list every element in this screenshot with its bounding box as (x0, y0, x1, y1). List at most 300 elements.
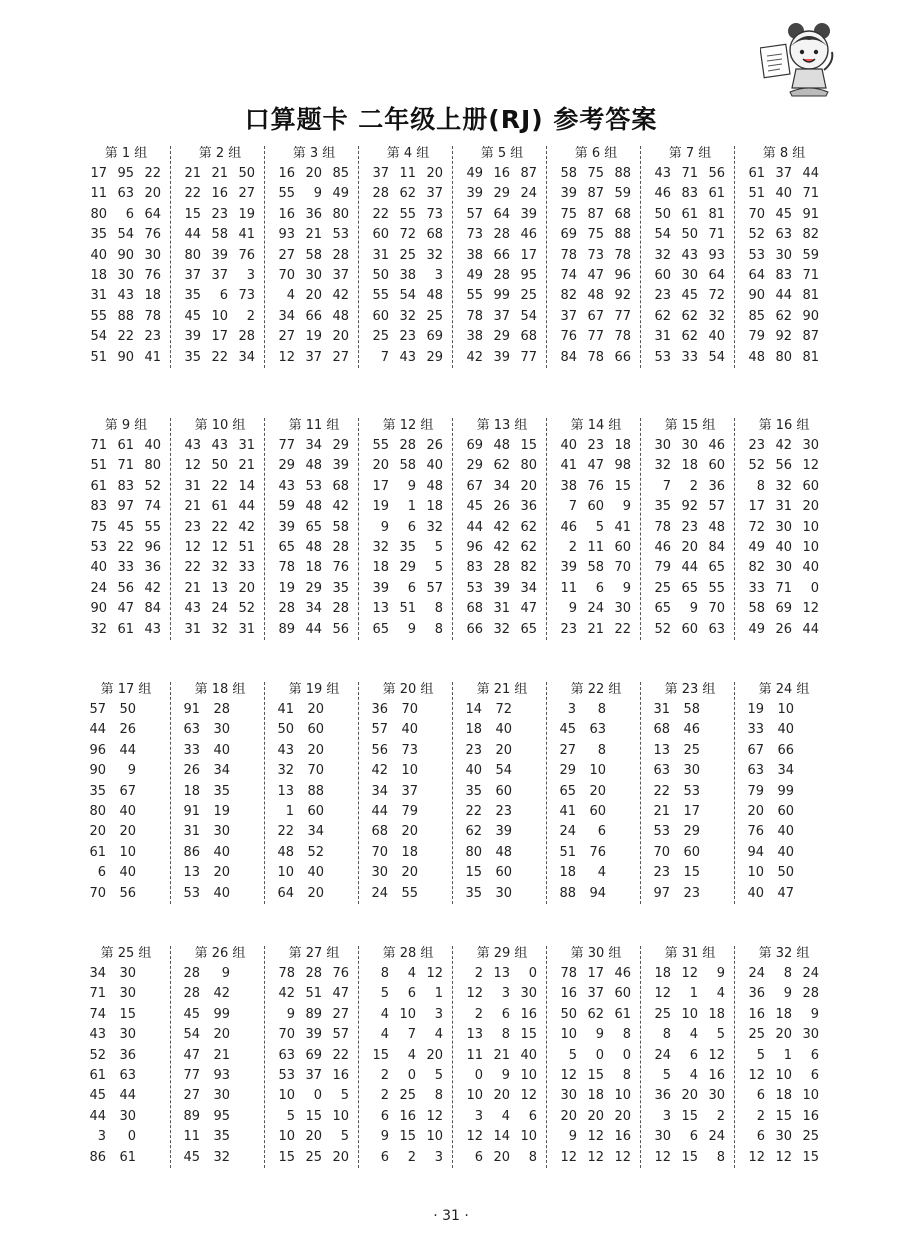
group-title: 第 9 组 (104, 418, 148, 433)
answer-value: 96 (144, 539, 161, 555)
answer-value: 62 (520, 519, 537, 535)
answer-value: 16 (493, 166, 510, 181)
answer-value: 70 (748, 206, 765, 222)
answer-value: 51 (90, 349, 107, 365)
answer-value: 61 (89, 844, 106, 860)
answer-row (456, 1025, 548, 1045)
answer-value: 10 (401, 763, 418, 779)
answer-row (362, 782, 454, 802)
answer-value: 48 (305, 539, 322, 555)
answer-group (644, 416, 736, 640)
answer-value: 62 (681, 329, 698, 345)
answer-value: 31 (90, 288, 107, 304)
answer-value: 37 (493, 308, 510, 324)
answer-value: 2 (380, 1067, 389, 1083)
answer-row (456, 246, 548, 266)
answer-value: 43 (399, 349, 416, 365)
answer-value: 30 (520, 986, 537, 1002)
answer-value: 46 (654, 186, 671, 202)
answer-value: 21 (587, 621, 604, 637)
answer-row (80, 761, 172, 781)
answer-row (174, 477, 266, 497)
answer-value: 84 (708, 539, 725, 555)
answer-row (80, 225, 172, 245)
answer-value: 58 (305, 247, 322, 263)
answer-value: 21 (184, 166, 201, 181)
answer-row (362, 761, 454, 781)
answer-value: 47 (777, 885, 794, 901)
answer-value: 39 (560, 186, 577, 202)
answer-value: 17 (372, 478, 389, 494)
answer-value: 10 (278, 1129, 295, 1145)
group-title: 第 13 组 (476, 418, 528, 433)
answer-value: 10 (614, 1088, 631, 1104)
answer-row (268, 720, 360, 740)
answer-row (550, 1086, 642, 1106)
answer-group (80, 680, 172, 904)
answer-value: 58 (560, 166, 577, 181)
answer-row (174, 436, 266, 456)
answer-value: 63 (747, 763, 764, 779)
answer-value: 16 (614, 1129, 631, 1145)
answer-value: 49 (332, 186, 349, 202)
answer-row (268, 456, 360, 476)
answer-row (644, 286, 736, 306)
answer-value: 57 (332, 1027, 349, 1043)
group-title: 第 29 组 (476, 946, 528, 961)
answer-group (738, 680, 830, 904)
page-title: 口算题卡 二年级上册(RJ) 参考答案 (244, 105, 658, 134)
answer-value: 39 (184, 329, 201, 345)
answer-row (268, 497, 360, 517)
answer-row (456, 477, 548, 497)
answer-row (738, 558, 830, 578)
answer-row (550, 863, 642, 883)
answer-value: 67 (466, 478, 483, 494)
answer-value: 67 (119, 783, 136, 799)
answer-value: 24 (802, 966, 819, 981)
answer-value: 24 (371, 885, 388, 901)
answer-value: 64 (277, 885, 294, 901)
answer-value: 99 (493, 288, 510, 304)
answer-value: 88 (559, 885, 576, 901)
answer-value: 37 (305, 1067, 322, 1083)
answer-value: 29 (399, 560, 416, 576)
answer-value: 76 (747, 824, 764, 840)
answer-value: 90 (748, 288, 765, 304)
answer-value: 27 (278, 329, 295, 345)
answer-row (738, 436, 830, 456)
group-title: 第 12 组 (382, 418, 434, 433)
answer-row (738, 1005, 830, 1025)
answer-value: 9 (595, 1027, 604, 1043)
answer-value: 0 (622, 1047, 631, 1063)
answer-value: 88 (307, 783, 324, 799)
answer-value: 78 (278, 966, 295, 981)
answer-value: 62 (654, 308, 671, 324)
group-title: 第 14 组 (570, 418, 622, 433)
answer-value: 20 (681, 1088, 698, 1104)
answer-value: 15 (681, 1108, 698, 1124)
answer-value: 21 (184, 580, 201, 596)
answer-value: 79 (401, 803, 418, 819)
answer-value: 11 (90, 186, 107, 202)
answer-row (644, 266, 736, 286)
answer-value: 27 (559, 742, 576, 758)
answer-row (644, 348, 736, 368)
answer-value: 19 (747, 702, 764, 717)
answer-value: 8 (783, 966, 792, 981)
answer-value: 32 (211, 621, 228, 637)
answer-value: 4 (407, 1047, 416, 1063)
answer-value: 40 (775, 539, 792, 555)
answer-value: 22 (211, 349, 228, 365)
answer-value: 12 (775, 1149, 792, 1165)
answer-value: 28 (372, 186, 389, 202)
answer-value: 86 (183, 844, 200, 860)
answer-value: 30 (681, 267, 698, 283)
group-title: 第 15 组 (664, 418, 716, 433)
answer-value: 80 (775, 349, 792, 365)
answer-value: 42 (278, 986, 295, 1002)
answer-value: 40 (90, 247, 107, 263)
answer-value: 62 (681, 308, 698, 324)
answer-value: 44 (119, 1088, 136, 1104)
answer-value: 26 (426, 438, 443, 453)
answer-value: 10 (802, 1088, 819, 1104)
answer-value: 12 (184, 539, 201, 555)
answer-value: 82 (748, 560, 765, 576)
answer-value: 53 (183, 885, 200, 901)
answer-value: 30 (119, 986, 136, 1002)
answer-row (174, 307, 266, 327)
answer-value: 16 (278, 206, 295, 222)
answer-value: 25 (802, 1129, 819, 1145)
answer-value: 84 (144, 601, 161, 617)
answer-row (268, 1086, 360, 1106)
answer-value: 16 (748, 1006, 765, 1022)
answer-value: 46 (520, 227, 537, 243)
answer-value: 57 (89, 702, 106, 717)
answer-value: 52 (748, 458, 765, 474)
answer-value: 63 (589, 722, 606, 738)
answer-value: 76 (332, 966, 349, 981)
answer-value: 20 (332, 1149, 349, 1165)
answer-row (174, 348, 266, 368)
answer-row (80, 327, 172, 347)
answer-value: 22 (211, 478, 228, 494)
answer-value: 10 (119, 844, 136, 860)
answer-value: 29 (426, 349, 443, 365)
answer-row (80, 266, 172, 286)
answer-row (362, 700, 454, 720)
answer-value: 44 (89, 722, 106, 738)
answer-value: 54 (708, 349, 725, 365)
answer-row (80, 579, 172, 599)
answer-row (80, 984, 172, 1004)
answer-value: 60 (708, 458, 725, 474)
answer-value: 6 (380, 1108, 389, 1124)
answer-row (268, 843, 360, 863)
answer-value: 15 (372, 1047, 389, 1063)
answer-value: 2 (756, 1108, 765, 1124)
answer-value: 22 (117, 539, 134, 555)
answer-row (268, 164, 360, 184)
answer-value: 33 (117, 560, 134, 576)
answer-value: 30 (775, 519, 792, 535)
answer-row (80, 348, 172, 368)
answer-value: 22 (184, 560, 201, 576)
answer-value: 12 (654, 1149, 671, 1165)
answer-row (644, 1066, 736, 1086)
answer-value: 55 (372, 288, 389, 304)
answer-row (550, 538, 642, 558)
answer-value: 12 (426, 1108, 443, 1124)
answer-value: 11 (587, 539, 604, 555)
answer-value: 78 (466, 308, 483, 324)
answer-value: 46 (654, 539, 671, 555)
answer-value: 41 (559, 803, 576, 819)
answer-row (644, 184, 736, 204)
answer-row (738, 456, 830, 476)
answer-row (80, 843, 172, 863)
answer-value: 9 (221, 966, 230, 981)
answer-value: 15 (587, 1067, 604, 1083)
group-title: 第 24 组 (758, 682, 810, 697)
answer-row (644, 205, 736, 225)
answer-value: 30 (802, 438, 819, 453)
answer-value: 73 (238, 288, 255, 304)
answer-row (174, 1107, 266, 1127)
group-title: 第 4 组 (386, 146, 430, 161)
answer-value: 0 (595, 1047, 604, 1063)
group-title: 第 11 组 (288, 418, 340, 433)
answer-value: 4 (286, 288, 295, 304)
answer-row (362, 348, 454, 368)
answer-value: 4 (689, 1027, 698, 1043)
answer-value: 24 (90, 580, 107, 596)
answer-value: 12 (681, 966, 698, 981)
answer-value: 16 (399, 1108, 416, 1124)
answer-value: 20 (372, 458, 389, 474)
answer-value: 30 (144, 247, 161, 263)
answer-row (738, 1046, 830, 1066)
answer-value: 40 (777, 844, 794, 860)
answer-value: 23 (654, 288, 671, 304)
answer-row (550, 456, 642, 476)
group-title: 第 10 组 (194, 418, 246, 433)
answer-row (268, 984, 360, 1004)
answer-value: 71 (117, 458, 134, 474)
answer-value: 25 (748, 1027, 765, 1043)
answer-value: 28 (332, 247, 349, 263)
answer-value: 79 (747, 783, 764, 799)
answer-value: 68 (520, 329, 537, 345)
answer-value: 12 (184, 458, 201, 474)
answer-value: 18 (559, 865, 576, 881)
answer-value: 97 (653, 885, 670, 901)
answer-row (644, 1148, 736, 1168)
answer-value: 9 (622, 499, 631, 515)
answer-value: 27 (238, 186, 255, 202)
answer-value: 10 (747, 865, 764, 881)
answer-value: 23 (683, 885, 700, 901)
answer-value: 83 (90, 499, 107, 515)
answer-value: 77 (520, 349, 537, 365)
answer-group (456, 680, 548, 904)
answer-value: 31 (372, 247, 389, 263)
answer-value: 61 (117, 438, 134, 453)
answer-value: 12 (802, 601, 819, 617)
answer-value: 36 (305, 206, 322, 222)
answer-row (268, 286, 360, 306)
answer-value: 56 (708, 166, 725, 181)
answer-row (456, 1046, 548, 1066)
answer-row (456, 884, 548, 904)
answer-value: 44 (184, 227, 201, 243)
answer-value: 1 (689, 986, 698, 1002)
answer-value: 48 (332, 308, 349, 324)
answer-value: 4 (501, 1108, 510, 1124)
answer-value: 19 (213, 803, 230, 819)
answer-value: 60 (777, 803, 794, 819)
answer-row (550, 782, 642, 802)
answer-value: 48 (493, 438, 510, 453)
answer-value: 99 (777, 783, 794, 799)
answer-value: 4 (716, 986, 725, 1002)
answer-row (456, 1148, 548, 1168)
answer-value: 20 (614, 1108, 631, 1124)
answer-row (550, 884, 642, 904)
answer-value: 72 (495, 702, 512, 717)
answer-value: 6 (125, 206, 134, 222)
answer-row (362, 1127, 454, 1147)
answer-row (644, 225, 736, 245)
answer-value: 18 (654, 966, 671, 981)
answer-value: 28 (278, 601, 295, 617)
answer-value: 56 (332, 621, 349, 637)
answer-value: 43 (184, 438, 201, 453)
answer-group (268, 680, 360, 904)
answer-value: 77 (183, 1067, 200, 1083)
answer-group (738, 416, 830, 640)
answer-value: 45 (184, 308, 201, 324)
answer-value: 60 (589, 803, 606, 819)
answer-row (174, 456, 266, 476)
answer-row (738, 1066, 830, 1086)
answer-value: 50 (560, 1006, 577, 1022)
answer-value: 72 (399, 227, 416, 243)
answer-value: 30 (708, 1088, 725, 1104)
answer-row (550, 286, 642, 306)
answer-value: 40 (213, 742, 230, 758)
answer-value: 32 (654, 247, 671, 263)
answer-value: 44 (681, 560, 698, 576)
answer-value: 8 (597, 742, 606, 758)
answer-value: 77 (278, 438, 295, 453)
answer-value: 68 (653, 722, 670, 738)
answer-value: 43 (144, 621, 161, 637)
answer-row (738, 1086, 830, 1106)
answer-value: 35 (213, 1129, 230, 1145)
answer-value: 61 (211, 499, 228, 515)
answer-row (268, 1046, 360, 1066)
answer-row (738, 984, 830, 1004)
answer-value: 27 (183, 1088, 200, 1104)
answer-row (268, 802, 360, 822)
answer-row (362, 558, 454, 578)
answer-value: 8 (622, 1067, 631, 1083)
answer-value: 6 (501, 1006, 510, 1022)
answer-row (644, 558, 736, 578)
answer-value: 9 (380, 519, 389, 535)
answer-row (644, 1025, 736, 1045)
answer-value: 71 (681, 166, 698, 181)
answer-value: 49 (466, 166, 483, 181)
answer-value: 25 (654, 1006, 671, 1022)
group-title: 第 20 组 (382, 682, 434, 697)
group-title: 第 3 组 (292, 146, 336, 161)
answer-row (644, 863, 736, 883)
answer-row (80, 1066, 172, 1086)
answer-row (644, 720, 736, 740)
answer-value: 54 (520, 308, 537, 324)
answer-row (738, 327, 830, 347)
answer-value: 8 (501, 1027, 510, 1043)
answer-row (550, 1005, 642, 1025)
answer-row (268, 205, 360, 225)
answer-group (456, 144, 548, 368)
answer-value: 49 (466, 267, 483, 283)
answer-value: 92 (775, 329, 792, 345)
answer-row (456, 1005, 548, 1025)
answer-value: 37 (211, 267, 228, 283)
answer-value: 13 (493, 966, 510, 981)
answer-value: 38 (466, 247, 483, 263)
answer-row (362, 436, 454, 456)
answer-value: 20 (775, 1027, 792, 1043)
answer-row (362, 884, 454, 904)
answer-row (644, 700, 736, 720)
answer-value: 90 (117, 349, 134, 365)
answer-row (80, 700, 172, 720)
answer-value: 50 (211, 458, 228, 474)
answer-value: 48 (495, 844, 512, 860)
answer-row (550, 436, 642, 456)
answer-value: 60 (307, 722, 324, 738)
answer-value: 78 (587, 349, 604, 365)
answer-value: 20 (307, 885, 324, 901)
answer-value: 96 (614, 267, 631, 283)
answer-value: 11 (399, 166, 416, 181)
answer-value: 51 (399, 601, 416, 617)
answer-value: 50 (277, 722, 294, 738)
answer-value: 37 (401, 783, 418, 799)
answer-value: 12 (708, 1047, 725, 1063)
answer-value: 12 (748, 1067, 765, 1083)
answer-value: 94 (747, 844, 764, 860)
answer-value: 76 (238, 247, 255, 263)
answer-row (456, 456, 548, 476)
group-title: 第 32 组 (758, 946, 810, 961)
answer-value: 43 (89, 1027, 106, 1043)
answer-value: 53 (748, 247, 765, 263)
answer-value: 11 (560, 580, 577, 596)
answer-row (362, 863, 454, 883)
answer-value: 6 (597, 824, 606, 840)
answer-value: 71 (802, 186, 819, 202)
group-title: 第 16 组 (758, 418, 810, 433)
